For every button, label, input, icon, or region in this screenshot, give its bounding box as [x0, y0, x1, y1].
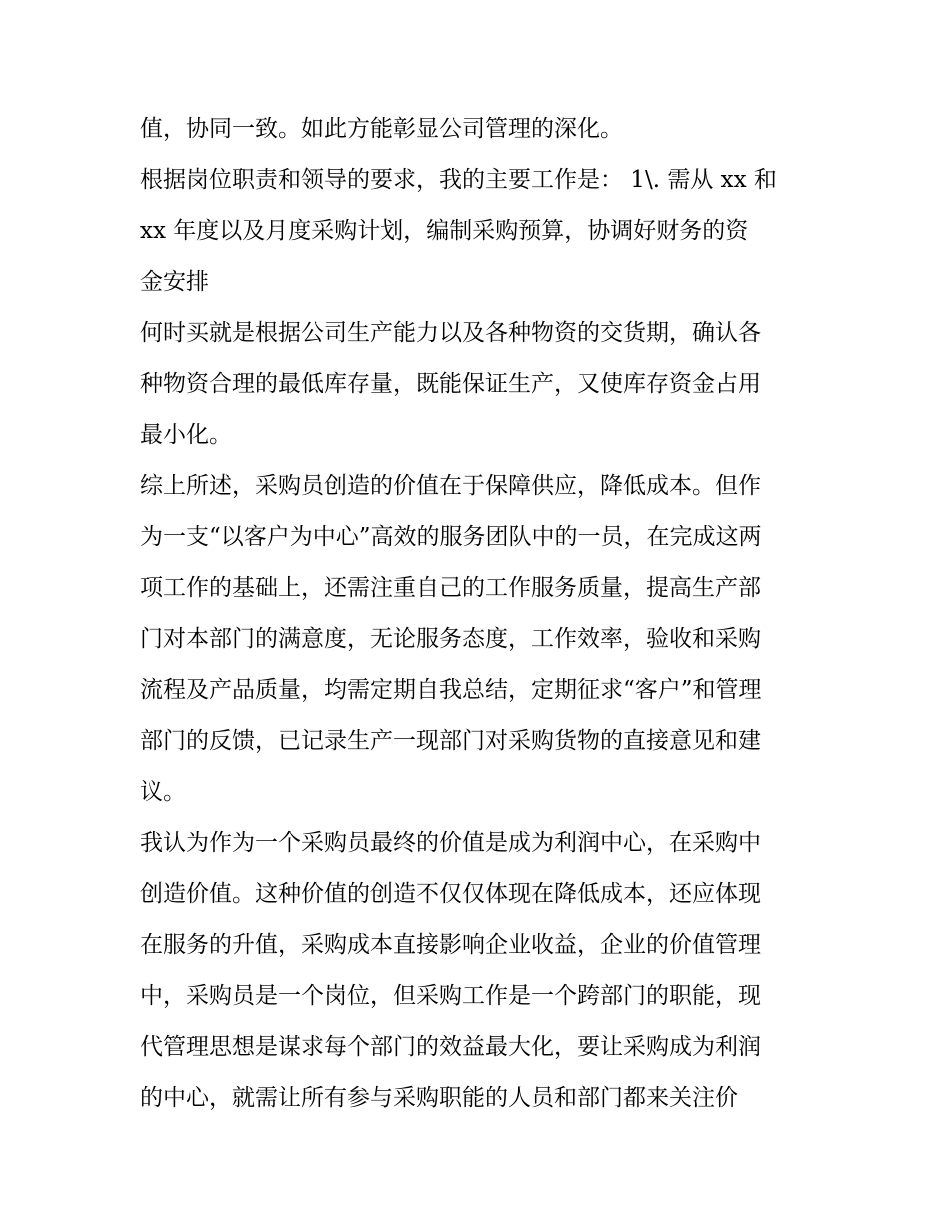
text-line: 门对本部门的满意度，无论服务态度，工作效率，验收和采购 — [140, 626, 761, 652]
text-line: 何时买就是根据公司生产能力以及各种物资的交货期，确认各 — [140, 320, 761, 346]
text-line: 议。 — [140, 779, 186, 805]
text-line: 中，采购员是一个岗位，但采购工作是一个跨部门的职能，现 — [140, 983, 761, 1009]
text-line: 值，协同一致。如此方能彰显公司管理的深化。 — [140, 116, 623, 142]
text-line: 代管理思想是谋求每个部门的效益最大化，要让采购成为利润 — [140, 1034, 761, 1060]
text-line: 金安排 — [140, 269, 209, 295]
text-line: 在服务的升值，采购成本直接影响企业收益，企业的价值管理 — [140, 932, 761, 958]
text-line: 根据岗位职责和领导的要求，我的主要工作是： 1\. 需从 xx 和 — [140, 167, 777, 193]
text-line: xx 年度以及月度采购计划，编制采购预算，协调好财务的资 — [140, 218, 749, 244]
body-text — [140, 104, 820, 1124]
text-line: 综上所述，采购员创造的价值在于保障供应，降低成本。但作 — [140, 473, 761, 499]
text-line: 为一支“以客户为中心”高效的服务团队中的一员，在完成这两 — [140, 524, 762, 550]
text-line: 流程及产品质量，均需定期自我总结，定期征求“客户”和管理 — [140, 677, 762, 703]
text-line: 部门的反馈，已记录生产一现部门对采购货物的直接意见和建 — [140, 728, 761, 754]
text-line: 我认为作为一个采购员最终的价值是成为利润中心，在采购中 — [140, 830, 761, 856]
text-line: 种物资合理的最低库存量，既能保证生产，又使库存资金占用 — [140, 371, 761, 397]
text-line: 的中心，就需让所有参与采购职能的人员和部门都来关注价 — [140, 1085, 738, 1111]
text-line: 项工作的基础上，还需注重自己的工作服务质量，提高生产部 — [140, 575, 761, 601]
text-line: 创造价值。这种价值的创造不仅仅体现在降低成本，还应体现 — [140, 881, 761, 907]
text-line: 最小化。 — [140, 422, 232, 448]
